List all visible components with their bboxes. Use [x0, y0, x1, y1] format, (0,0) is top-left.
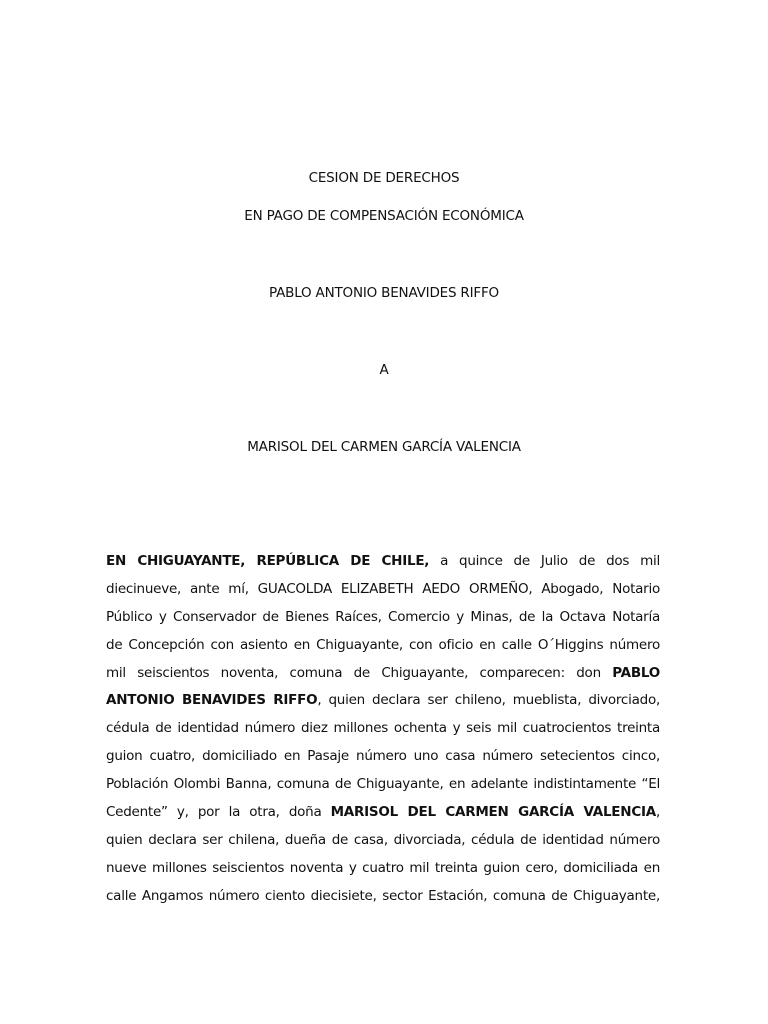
document-body — [106, 551, 660, 914]
body-text: Cedente” y, por la otra, doña — [106, 804, 331, 821]
body-line: Población Olombi Banna, comuna de Chiguayante, en adelante indistintamente “El — [106, 776, 660, 793]
body-line — [106, 663, 660, 691]
party-connector: A — [379, 362, 389, 378]
body-bold-text: EN CHIGUAYANTE, REPÚBLICA DE CHILE, — [106, 553, 430, 569]
body-line: de Concepción con asiento en Chiguayante, con oficio en calle O´Higgins número — [106, 636, 660, 653]
body-line: diecinueve, ante mí, GUACOLDA ELIZABETH AEDO ORMEÑO, Abogado, Notario — [106, 580, 660, 597]
body-text: , — [655, 804, 660, 821]
body-line — [106, 551, 660, 579]
body-line: cédula de identidad número diez millones ochenta y seis mil cuatrocientos treinta — [106, 720, 660, 737]
document-subtitle: EN PAGO DE COMPENSACIÓN ECONÓMICA — [244, 208, 524, 224]
body-bold-text: ANTONIO BENAVIDES RIFFO — [106, 692, 318, 709]
body-bold-text: MARISOL DEL CARMEN GARCÍA VALENCIA — [330, 804, 656, 821]
body-line — [106, 802, 660, 830]
body-bold-text: PABLO — [612, 664, 660, 681]
body-line: calle Angamos número ciento diecisiete, sector Estación, comuna de Chiguayante, — [106, 887, 660, 904]
document-title: CESION DE DERECHOS — [308, 170, 460, 186]
party-from: PABLO ANTONIO BENAVIDES RIFFO — [269, 285, 499, 301]
body-text: mil seiscientos noventa, comuna de Chiguayante, comparecen: don — [106, 664, 613, 681]
body-line: guion cuatro, domiciliado en Pasaje número uno casa número setecientos cinco, — [106, 748, 660, 765]
body-text: , quien declara ser chileno, mueblista, divorciado, — [317, 692, 660, 709]
party-to: MARISOL DEL CARMEN GARCÍA VALENCIA — [247, 439, 521, 455]
body-line — [106, 690, 660, 718]
body-text: a quince de Julio de dos mil — [429, 553, 660, 569]
body-line: nueve millones seiscientos noventa y cuatro mil treinta guion cero, domiciliada en — [106, 859, 660, 876]
body-line: quien declara ser chilena, dueña de casa, divorciada, cédula de identidad número — [106, 831, 660, 848]
body-line: Público y Conservador de Bienes Raíces, Comercio y Minas, de la Octava Notaría — [106, 608, 660, 625]
